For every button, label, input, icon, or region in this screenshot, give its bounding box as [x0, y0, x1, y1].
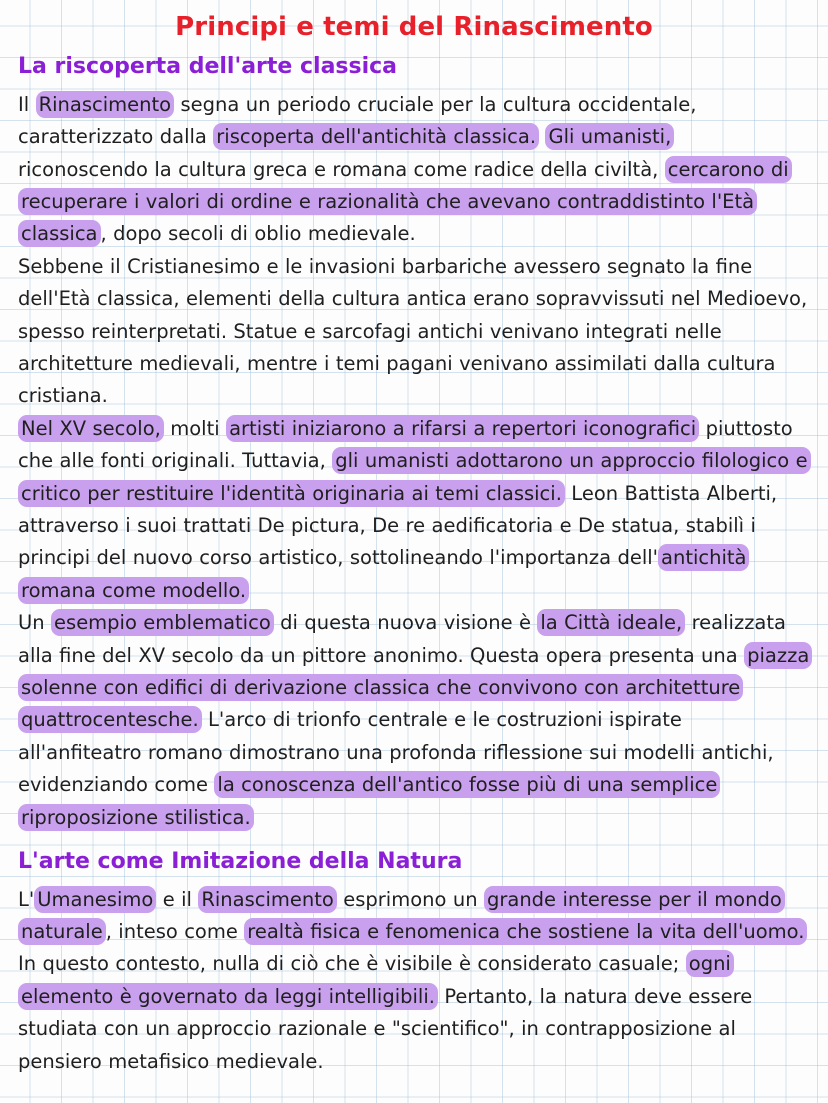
paragraph: Nel XV secolo, molti artisti iniziarono a rifarsi a repertori iconografici piuttosto che alle fonti originali. Tuttavia, gli umanisti adottarono un approccio filologico e critico per restituire l'identità originaria ai temi classici. Leon Battista Alberti, attraverso i suoi trattati De pictura, De re aedificatoria e De statua, stabilì i principi del nuovo corso artistico, sottolineando l'importanza dell' antichità romana come modello. [18, 413, 810, 607]
paragraph: Un esempio emblematico di questa nuova visione è la Città ideale, realizzata alla fine del XV secolo da un pittore anonimo. Questa opera presenta una piazza solenne con edifici di derivazione classica che convivono con architetture quattrocentesche. L'arco di trionfo centrale e le costruzioni ispirate all'anfiteatro romano dimostrano una profonda riflessione sui modelli antichi, evidenziando come la conoscenza dell'antico fosse più di una semplice riproposizione stilistica. [18, 607, 810, 834]
highlighted-text: ogni elemento è governato da leggi intelligibili. [18, 950, 734, 1009]
highlighted-text: Nel XV secolo, [18, 415, 164, 442]
page-title: Principi e temi del Rinascimento [175, 12, 653, 42]
highlighted-text: Rinascimento [198, 886, 337, 913]
highlighted-text: realtà fisica e fenomenica che sostiene la vita dell'uomo. [244, 918, 807, 945]
highlighted-text: la Città ideale, [537, 609, 685, 636]
paragraph: Sebbene il Cristianesimo e le invasioni barbariche avessero segnato la fine dell'Età classica, elementi della cultura antica erano sopravvissuti nel Medioevo, spesso reinterpretati. Statue e sarcofagi antichi venivano integrati nelle architetture medievali, mentre i temi pagani venivano assimilati dalla cultura cristiana. [18, 254, 808, 408]
highlighted-text: riscoperta dell'antichità classica. [213, 123, 539, 150]
section-heading-1: La riscoperta dell'arte classica [18, 54, 398, 80]
highlighted-text: gli umanisti adottarono un approccio filologico e critico per restituire l'identità originaria ai temi classici. [18, 447, 811, 506]
highlighted-text: artisti iniziarono a rifarsi a repertori iconografici [226, 415, 699, 442]
highlighted-text: Gli umanisti, [545, 123, 674, 150]
highlighted-text: Umanesimo [34, 886, 156, 913]
highlighted-text: antichità romana come modello. [18, 544, 749, 603]
highlighted-text: esempio emblematico [51, 609, 274, 636]
paragraph: L' Umanesimo e il Rinascimento esprimono un grande interesse per il mondo naturale , inteso come realtà fisica e fenomenica che sostiene la vita dell'uomo. In questo contesto, nulla di ciò che è visibile è considerato casuale; ogni elemento è governato da leggi intelligibili. Pertanto, la natura deve essere studiata con un approccio razionale e "scientifico", in contrapposizione al pensiero metafisico medievale. [18, 884, 810, 1078]
section-2-body [18, 884, 810, 1078]
section-heading-2: L'arte come Imitazione della Natura [18, 849, 463, 875]
highlighted-text: grande interesse per il mondo naturale [18, 886, 785, 945]
paragraph: Il Rinascimento segna un periodo cruciale per la cultura occidentale, caratterizzato dalla riscoperta dell'antichità classica. Gli umanisti, riconoscendo la cultura greca e romana come radice della civiltà, cercarono di recuperare i valori di ordine e razionalità che avevano contraddistinto l'Età classica , dopo secoli di oblio medievale. [18, 89, 810, 251]
highlighted-text: Rinascimento [36, 91, 175, 118]
highlighted-text: la conoscenza dell'antico fosse più di una semplice riproposizione stilistica. [18, 771, 720, 830]
section-1-body [18, 89, 810, 834]
highlighted-text: cercarono di recuperare i valori di ordine e razionalità che avevano contraddistinto l'Età classica [18, 156, 792, 248]
highlighted-text: piazza solenne con edifici di derivazione classica che convivono con architetture quattrocentesche. [18, 642, 812, 734]
